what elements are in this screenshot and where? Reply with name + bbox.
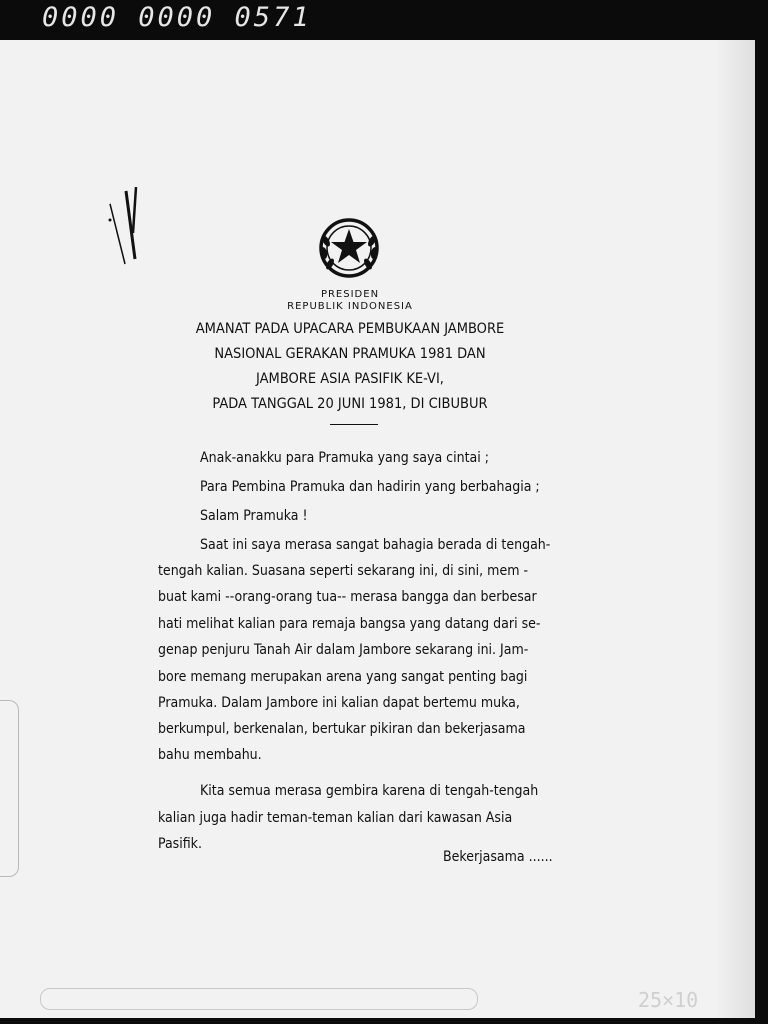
continuation-catchword: Bekerjasama ...... [443, 849, 553, 865]
title-line-1: AMANAT PADA UPACARA PEMBUKAAN JAMBORE [195, 321, 505, 337]
garuda-emblem-icon [316, 215, 382, 286]
body-line: bahu membahu. [158, 747, 262, 763]
title-line-4: PADA TANGGAL 20 JUNI 1981, DI CIBUBUR [212, 396, 488, 412]
salutation-line-1: Anak-anakku para Pramuka yang saya cintai ; [200, 450, 489, 466]
film-frame-number: 0000 0000 0571 [42, 2, 312, 33]
body-line: tengah kalian. Suasana seperti sekarang ini, di sini, mem - [158, 563, 529, 579]
salutation-line-3: Salam Pramuka ! [200, 508, 308, 524]
document-page [0, 40, 755, 1018]
salutation-line-2: Para Pembina Pramuka dan hadirin yang berbahagia ; [200, 479, 540, 495]
corner-mark: 25×10 [638, 988, 699, 1012]
body-line: buat kami --orang-orang tua-- merasa bangga dan berbesar [158, 589, 537, 605]
body-line: Pramuka. Dalam Jambore ini kalian dapat bertemu muka, [158, 695, 520, 711]
side-tab-outline [0, 700, 19, 877]
letterhead-line-2: REPUBLIK INDONESIA [287, 301, 413, 312]
body-line: berkumpul, berkenalan, bertukar pikiran dan bekerjasama [158, 721, 526, 737]
title-divider [330, 424, 378, 425]
bottom-bar-outline [40, 988, 478, 1010]
body-line: hati melihat kalian para remaja bangsa yang datang dari se- [158, 616, 541, 632]
title-line-3: JAMBORE ASIA PASIFIK KE-VI, [256, 371, 444, 387]
body-line: Pasifik. [158, 836, 202, 852]
body-line: Saat ini saya merasa sangat bahagia berada di tengah- [200, 537, 551, 553]
letterhead-line-1: PRESIDEN [320, 289, 380, 300]
body-line: kalian juga hadir teman-teman kalian dari kawasan Asia [158, 810, 513, 826]
title-line-2: NASIONAL GERAKAN PRAMUKA 1981 DAN [214, 346, 486, 362]
page-shadow [715, 40, 755, 1018]
body-line: bore memang merupakan arena yang sangat penting bagi [158, 669, 528, 685]
body-line: genap penjuru Tanah Air dalam Jambore sekarang ini. Jam- [158, 642, 529, 658]
check-mark-icon [106, 187, 156, 272]
body-line: Kita semua merasa gembira karena di tengah-tengah [200, 783, 539, 799]
